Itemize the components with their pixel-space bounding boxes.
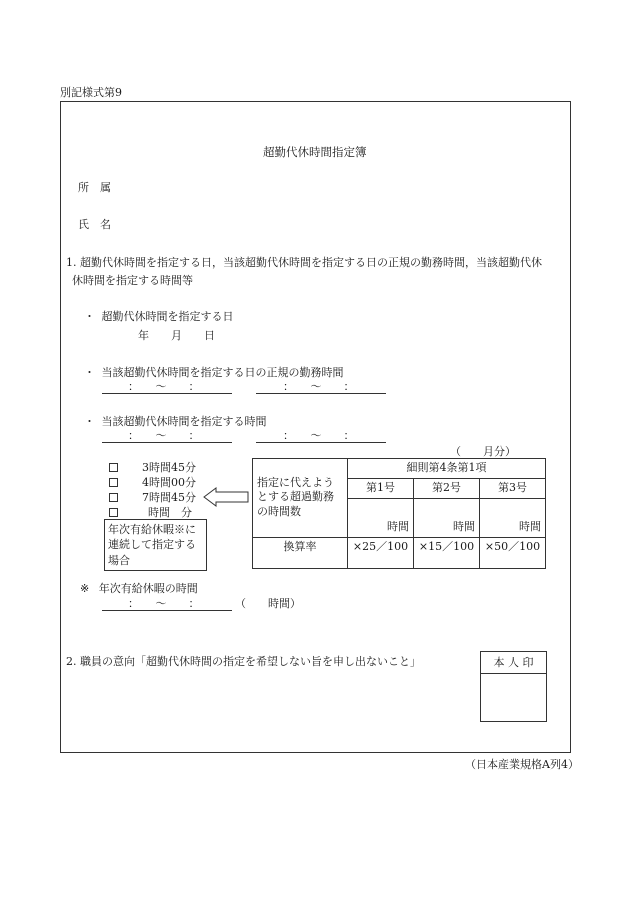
overtime-table [252, 458, 546, 569]
option-4h00[interactable]: 4時間00分 [109, 476, 196, 489]
section1-text-line1: 1. 超勤代休時間を指定する日，当該超勤代休時間を指定する日の正規の勤務時間，当該超勤代休 [66, 256, 542, 269]
annual-leave-hours: （ 時間） [235, 597, 301, 610]
item1-date: 年 月 日 [138, 329, 215, 342]
name-label: 氏 名 [78, 218, 111, 231]
form-id: 別記様式第9 [60, 86, 122, 99]
seal-label: 本 人 印 [481, 652, 546, 674]
bullet: ・ [84, 366, 95, 379]
col-header-2: 第2号 [414, 478, 480, 498]
rate-2: ×15／100 [414, 537, 480, 568]
item3-time-range-1: ： ～ ： [128, 429, 200, 442]
item3-underline-2[interactable] [256, 442, 386, 443]
item2-underline-2[interactable] [256, 393, 386, 394]
annual-leave-row [80, 582, 198, 595]
rate-label: 換算率 [253, 537, 348, 568]
bullet: ・ [84, 310, 95, 323]
section2-text: 2. 職員の意向「超勤代休時間の指定を希望しない旨を申し出ないこと」 [66, 655, 421, 668]
leave-note-box: 年次有給休暇※に 連続して指定する 場合 [104, 519, 207, 571]
left-arrow-icon [203, 487, 249, 507]
item3-row [84, 415, 267, 428]
item2-label: 当該超勤代休時間を指定する日の正規の勤務時間 [101, 366, 344, 379]
item1-label: 超勤代休時間を指定する日 [101, 310, 234, 323]
section1-number: 1. [66, 256, 77, 269]
rate-3: ×50／100 [480, 537, 546, 568]
row-header-cell: 指定に代えよう とする超過勤務 の時間数 [253, 459, 348, 538]
hours-cell-2[interactable]: 時間 [414, 498, 480, 537]
item2-underline-1[interactable] [102, 393, 232, 394]
section2-number: 2. [66, 655, 77, 668]
affiliation-label: 所 属 [78, 181, 111, 194]
footer-note: （日本産業規格A列4） [465, 758, 579, 771]
form-title: 超勤代休時間指定簿 [263, 145, 367, 159]
col-header-1: 第1号 [348, 478, 414, 498]
option-3h45[interactable]: 3時間45分 [109, 461, 196, 474]
bullet: ・ [84, 415, 95, 428]
col-header-3: 第3号 [480, 478, 546, 498]
annual-leave-label: 年次有給休暇の時間 [98, 582, 198, 595]
group-header: 細則第4条第1項 [348, 459, 546, 479]
hours-cell-1[interactable]: 時間 [348, 498, 414, 537]
checkbox[interactable] [109, 508, 118, 517]
option-7h45[interactable]: 7時間45分 [109, 491, 196, 504]
annual-leave-underline[interactable] [102, 610, 232, 611]
item3-time-range-2: ： ～ ： [283, 429, 355, 442]
rate-1: ×25／100 [348, 537, 414, 568]
annual-leave-time-range: ： ～ ： [128, 597, 200, 610]
month-note: （ 月分） [450, 445, 516, 458]
item2-row [84, 366, 344, 379]
item3-label: 当該超勤代休時間を指定する時間 [101, 415, 267, 428]
seal-box[interactable] [480, 651, 547, 722]
item2-time-range-1: ： ～ ： [128, 380, 200, 393]
item1-row [84, 310, 234, 323]
hours-cell-3[interactable]: 時間 [480, 498, 546, 537]
item3-underline-1[interactable] [102, 442, 232, 443]
item2-time-range-2: ： ～ ： [283, 380, 355, 393]
checkbox[interactable] [109, 463, 118, 472]
checkbox[interactable] [109, 478, 118, 487]
section1-text-line2: 休時間を指定する時間等 [72, 274, 193, 287]
option-custom[interactable]: 時間 分 [109, 506, 192, 519]
note-mark: ※ [80, 582, 90, 595]
checkbox[interactable] [109, 493, 118, 502]
